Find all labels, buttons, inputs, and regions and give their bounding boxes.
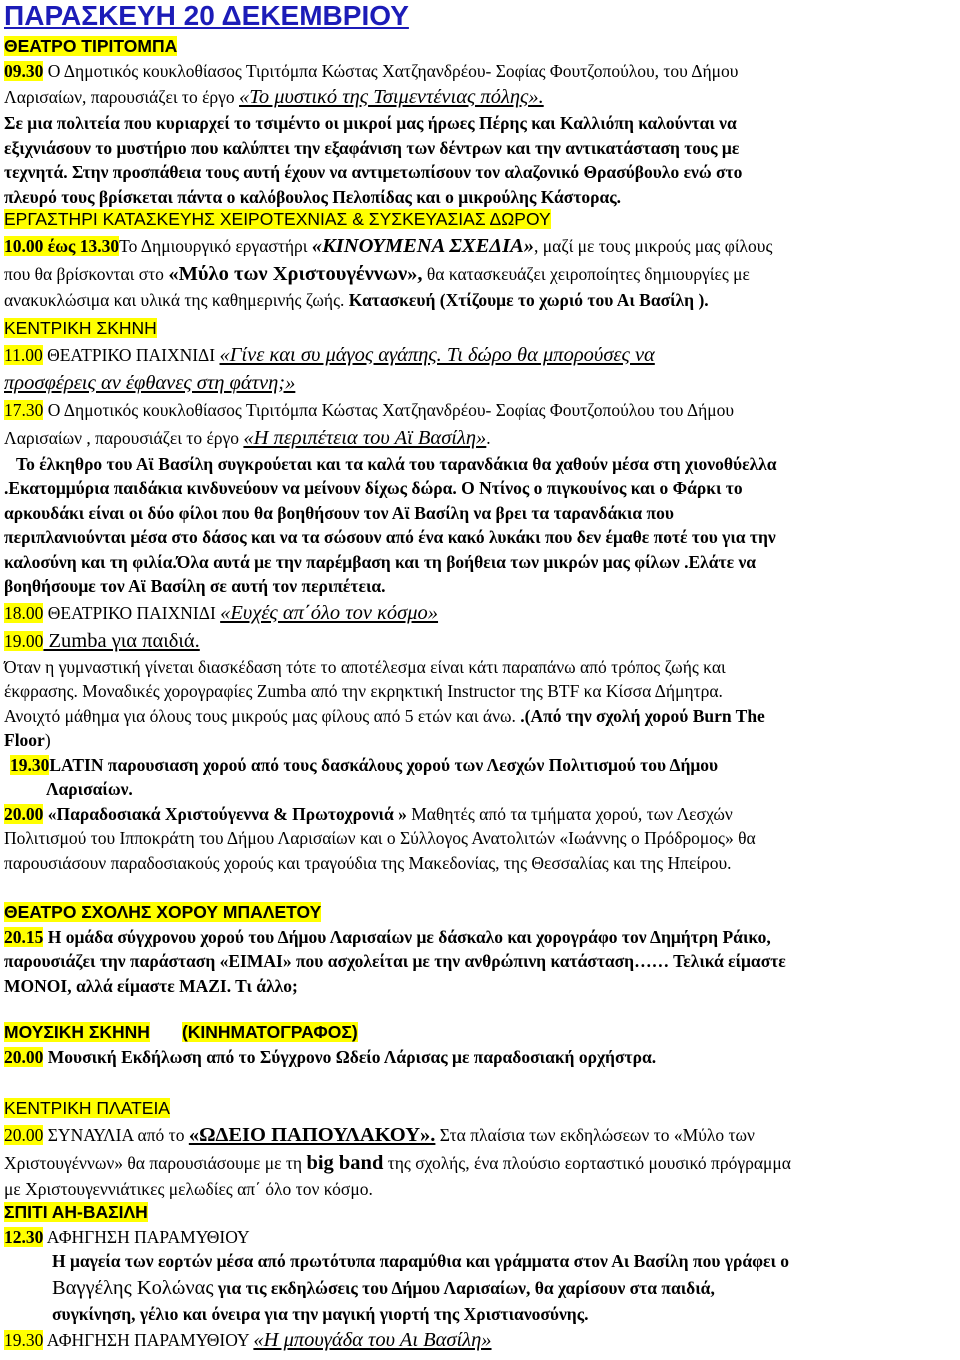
event-description: καλοσύνη και τη φιλία.Όλα αυτά με την παρέμβαση και τη βοήθεια των μικρών μας φίλων .Ελάτε να	[4, 551, 757, 572]
section-header: ΚΕΝΤΡΙΚΗ ΣΚΗΝΗ	[4, 318, 157, 338]
event-time: 20.15	[4, 926, 44, 947]
event-text: Στα πλαίσια των εκδηλώσεων το «Μύλο των	[435, 1124, 755, 1145]
section-header: ΜΟΥΣΙΚΗ ΣΚΗΝΗ	[4, 1022, 150, 1042]
event-time: 19.30	[4, 1330, 44, 1350]
section-header: ΕΡΓΑΣΤΗΡΙ ΚΑΤΑΣΚΕΥΗΣ ΧΕΙΡΟΤΕΧΝΙΑΣ & ΣΥΣΚΕΥΑΣΙΑΣ ΔΩΡΟΥ	[4, 209, 551, 229]
event-time: 10.00 έως 13.30	[4, 235, 120, 256]
event-title: «Το μυστικό της Τσιμεντένιας πόλης».	[239, 86, 544, 108]
event-description: εξιχνιάσουν το μυστήριο που καλύπτει την εξαφάνιση των δέντρων και την αντικατάσταση τους με	[4, 137, 740, 158]
event-time: 19.30	[10, 754, 50, 775]
page-title: ΠΑΡΑΣΚΕΥΗ 20 ΔΕΚΕΜΒΡΙΟΥ	[4, 0, 409, 31]
event-time: 20.00	[4, 1124, 44, 1145]
event-time: 09.30	[4, 60, 44, 81]
section-header: ΣΠΙΤΙ ΑΗ-ΒΑΣΙΛΗ	[4, 1202, 148, 1222]
event-type: ΘΕΑΤΡΙΚΟ ΠΑΙΧΝΙΔΙ	[42, 344, 220, 365]
event-organizer: Floor	[4, 730, 45, 750]
event-text: ανακυκλώσιμα και υλικά της καθημερινής ζωής.	[4, 289, 349, 310]
event-description: Όταν η γυμναστική γίνεται διασκέδαση τότε το αποτέλεσμα είναι κάτι παραπάνω από τρόπος ζωής και	[4, 656, 726, 677]
event-description: έκφρασης. Μοναδικές χορογραφίες Zumba από την εκρηκτική Instructor της BTF κα Κίσσα Δήμητρα.	[4, 681, 723, 701]
event-description: παρουσιάσουν παραδοσιακούς χορούς και τραγούδια της Μακεδονίας, της Θεσσαλίας και της Ηπείρου.	[4, 852, 732, 873]
event-activity: Κατασκευή (Χτίζουμε το χωριό του Αι Βασίλη ).	[348, 289, 709, 310]
section-mousiki-skini	[4, 1020, 954, 1069]
event-title: Zumba για παιδιά.	[43, 629, 200, 652]
section-header: ΘΕΑΤΡΟ ΤΙΡΙΤΟΜΠΑ	[4, 36, 178, 56]
event-description: παρουσιάζει την παράσταση «ΕΙΜΑΙ» που ασχολείται με την ανθρώπινη κατάσταση…… Τελικά είμαστε	[4, 951, 786, 971]
event-description: Ανοιχτό μάθημα για όλους τους μικρούς μας φίλους από 5 ετών και άνω.	[4, 705, 521, 726]
section-ergastiri	[4, 207, 954, 312]
event-place: «Μύλο των Χριστουγέννων»,	[168, 262, 423, 285]
event-description: περιπλανιούνται μέσα στο δάσος και να τα σώσουν από ένα κακό λυκάκι που δεν έμαθε ποτέ του για την	[4, 527, 776, 547]
event-description: αρκουδάκι είναι οι δύο φίλοι που θα βοηθήσουν τον Αϊ Βασίλη να βρει τα ταρανδάκια που	[4, 502, 674, 523]
event-text: Λαρισαίων, παρουσιάζει το έργο	[4, 87, 240, 107]
event-time: 20.00	[4, 803, 44, 824]
event-type: ΑΦΗΓΗΣΗ ΠΑΡΑΜΥΘΙΟΥ	[43, 1226, 250, 1247]
event-text: Λαρισαίων , παρουσιάζει το έργο	[4, 427, 244, 448]
event-type: ΑΦΗΓΗΣΗ ΠΑΡΑΜΥΘΙΟΥ	[43, 1330, 254, 1350]
event-title: προσφέρεις αν έφθανες στη φάτνη;»	[4, 371, 296, 394]
event-text: Ο Δημοτικός κουκλοθίασος Τιριτόμπα Κώστας Χατζηανδρέου- Σοφίας Φουτζοπούλου, του Δήμου	[43, 60, 739, 81]
event-description: για τις εκδηλώσεις του Δήμου Λαρισαίων, θα χαρίσουν στα παιδιά,	[213, 1277, 715, 1298]
event-text: Μαθητές από τα τμήματα χορού, των Λεσχών	[406, 803, 733, 824]
section-theatro-scholis-chorou	[4, 900, 954, 998]
event-text: Η ομάδα σύγχρονου χορού του Δήμου Λαρισαίων με δάσκαλο και χορογράφο τον Δημήτρη Ράικο,	[43, 926, 771, 947]
section-subheader: (ΚΙΝΗΜΑΤΟΓΡΑΦΟΣ)	[181, 1022, 358, 1042]
section-theatro-tiritompa	[4, 34, 954, 209]
event-highlight: big band	[306, 1151, 384, 1174]
event-text: Ο Δημοτικός κουκλοθίασος Τιριτόμπα Κώστας Χατζηανδρέου- Σοφίας Φουτζοπούλου του Δήμου	[43, 399, 735, 420]
event-description: .Εκατομμύρια παιδάκια κινδυνεύουν να μείνουν δίχως δώρα. Ο Ντίνος ο πιγκουίνος και ο Φάρκι το	[4, 478, 743, 498]
event-time: 20.00	[4, 1046, 44, 1067]
event-title: «Ευχές απ΄όλο τον κόσμο»	[220, 601, 439, 624]
event-narrator: Βαγγέλης Κολώνας	[52, 1276, 214, 1299]
event-description: Πολιτισμού του Ιπποκράτη του Δήμου Λαρισαίων και ο Σύλλογος Ανατολιτών «Ιωάννης ο Πρόδρομος» θα	[4, 828, 756, 848]
event-text: από το	[133, 1124, 189, 1145]
event-title: «ΚΙΝΟΥΜΕΝΑ ΣΧΕΔΙΑ»	[311, 234, 535, 257]
event-text: Μουσική Εκδήλωση από το Σύγχρονο Ωδείο Λάρισας με παραδοσιακή ορχήστρα.	[43, 1046, 657, 1067]
event-title: «Παραδοσιακά Χριστούγεννα & Πρωτοχρονιά »	[43, 803, 407, 824]
section-kentriki-plateia	[4, 1096, 954, 1201]
section-spiti-ai-vasili	[4, 1200, 954, 1354]
section-kentriki-skini	[4, 316, 954, 875]
event-time: 11.00	[4, 344, 43, 365]
event-description: τεχνητά. Στην προσπάθεια τους αυτή έχουν να αντιμετωπίσουν τον αλαζονικό Θρασύβουλο ενώ στο	[4, 162, 743, 182]
event-title: «Η μπουγάδα του Αι Βασίλη»	[253, 1329, 492, 1351]
event-text: .	[486, 427, 491, 448]
event-title: «Γίνε και συ μάγος αγάπης. Τι δώρο θα μπορούσες να	[219, 343, 655, 366]
event-description: Σε μια πολιτεία που κυριαρχεί το τσιμέντο οι μικροί μας ήρωες Πέρης και Καλλιόπη καλούνται να	[4, 113, 737, 133]
section-header: ΚΕΝΤΡΙΚΗ ΠΛΑΤΕΙΑ	[4, 1098, 170, 1118]
event-text: Χριστουγέννων» θα παρουσιάσουμε με τη	[4, 1152, 307, 1173]
event-text: )	[44, 730, 51, 750]
event-text: που θα βρίσκονται στο	[4, 263, 169, 284]
event-description: Το έλκηθρο του Αϊ Βασίλη συγκρούεται και τα καλά του ταρανδάκια θα χαθούν μέσα στη χιονοθύελλα	[16, 453, 777, 474]
event-description: Η μαγεία των εορτών μέσα από πρωτότυπα παραμύθια και γράμματα στον Αι Βασίλη που γράφει ο	[52, 1251, 790, 1271]
event-text: θα κατασκευάζει χειροποίητες δημιουργίες με	[422, 263, 750, 284]
event-description: πλευρό τους βρίσκεται πάντα ο καλόβουλος Πελοπίδας και ο μικρούλης Κάστορας.	[4, 186, 622, 207]
event-type: ΣΥΝΑΥΛΙΑ	[43, 1124, 134, 1145]
event-text: Λαρισαίων.	[46, 779, 133, 799]
event-time: 19.00	[4, 630, 44, 651]
event-title: «Η περιπέτεια του Αϊ Βασίλη»	[243, 426, 487, 449]
event-description: με Χριστουγεννιάτικες μελωδίες απ΄ όλο τον κόσμο.	[4, 1178, 373, 1199]
event-time: 12.30	[4, 1226, 44, 1247]
event-type: ΘΕΑΤΡΙΚΟ ΠΑΙΧΝΙΔΙ	[43, 602, 221, 623]
event-time: 18.00	[4, 602, 44, 623]
event-text: Το Δημιουργικό εργαστήρι	[119, 235, 312, 256]
event-text: LATIN παρουσιαση χορού από τους δασκάλους χορού των Λεσχών Πολιτισμού του Δήμου	[49, 754, 719, 775]
event-description: βοηθήσουμε τον Αϊ Βασίλη σε αυτή τον περιπέτεια.	[4, 576, 386, 596]
event-description: ΜΟΝΟΙ, αλλά είμαστε ΜΑΖΙ. Τι άλλο;	[4, 975, 298, 996]
event-time: 17.30	[4, 399, 44, 420]
event-description: συγκίνηση, γέλιο και όνειρα για την μαγική γιορτή της Χριστιανοσύνης.	[52, 1303, 589, 1324]
event-text: της σχολής, ένα πλούσιο εορταστικό μουσικό πρόγραμμα	[383, 1152, 791, 1173]
event-organizer: .(Από την σχολή χορού Burn The	[520, 705, 765, 726]
event-text: , μαζί με τους μικρούς μας φίλους	[534, 235, 773, 256]
event-title: «ΩΔΕΙΟ ΠΑΠΟΥΛΑΚΟΥ».	[188, 1123, 436, 1146]
section-header: ΘΕΑΤΡΟ ΣΧΟΛΗΣ ΧΟΡΟΥ ΜΠΑΛΕΤΟΥ	[4, 902, 322, 922]
